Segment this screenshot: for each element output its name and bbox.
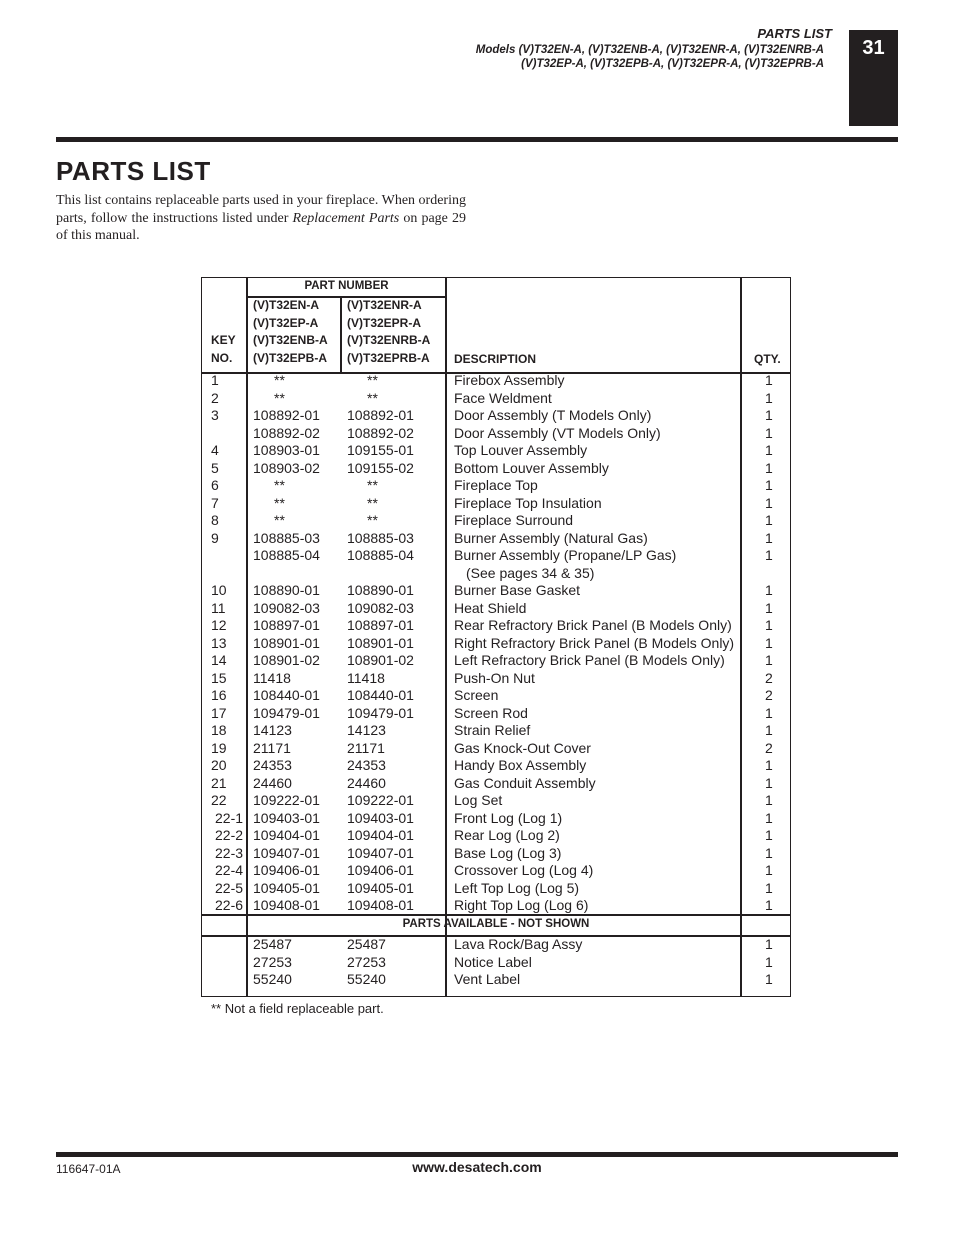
part-number-b: 108885-03: [347, 529, 414, 546]
key-number: 12: [211, 617, 227, 633]
part-quantity: 1: [765, 897, 773, 913]
part-description: Fireplace Top: [454, 477, 538, 493]
key-number: 22: [211, 792, 227, 808]
part-number-b: 24460: [347, 774, 386, 791]
part-quantity: 1: [765, 757, 773, 773]
key-number: 14: [211, 652, 227, 668]
part-quantity: 1: [765, 704, 773, 721]
part-number-b: 108901-01: [347, 634, 414, 651]
part-number-b: 14123: [347, 722, 386, 738]
model-b-3: (V)T32ENRB-A: [347, 333, 431, 347]
part-description: Push-On Nut: [454, 669, 535, 686]
part-quantity: 1: [765, 844, 773, 861]
part-number-b: 109155-02: [347, 459, 414, 476]
page-title: PARTS LIST: [56, 156, 211, 186]
part-number-b: 109408-01: [347, 897, 414, 913]
description-header: DESCRIPTION: [454, 352, 537, 366]
part-quantity: 2: [765, 669, 773, 686]
part-quantity: 1: [765, 599, 773, 616]
part-description: Screen Rod: [454, 704, 528, 721]
key-number: 7: [211, 494, 219, 511]
header-models: [476, 43, 824, 71]
grid-line: [246, 278, 248, 935]
part-description: Lava Rock/Bag Assy: [454, 936, 583, 952]
part-description: Rear Refractory Brick Panel (B Models Only): [454, 617, 732, 633]
part-number-a: 24460: [253, 774, 292, 791]
part-description: Door Assembly (VT Models Only): [454, 424, 661, 441]
key-number: 18: [211, 722, 227, 738]
part-number-a: 55240: [253, 971, 292, 987]
grid-line: [246, 935, 248, 996]
part-number-a: 108440-01: [253, 687, 320, 703]
part-number-b: 24353: [347, 757, 386, 773]
part-description: Bottom Louver Assembly: [454, 459, 609, 476]
grid-line: [740, 278, 742, 935]
part-description: Strain Relief: [454, 722, 531, 738]
intro-text-1: This list contains replaceable parts used in your fireplace. When ordering parts, follow the instructions listed under: [56, 193, 466, 226]
part-quantity: 1: [765, 372, 773, 388]
part-description: Log Set: [454, 792, 503, 808]
grid-line: [445, 935, 447, 996]
qty-header: QTY.: [754, 352, 781, 366]
key-number: 19: [211, 739, 227, 756]
part-number-b: 25487: [347, 936, 386, 952]
part-description: Left Top Log (Log 5): [454, 879, 580, 896]
part-number-b: 108440-01: [347, 687, 414, 703]
part-number-a: 24353: [253, 757, 292, 773]
key-number: 3: [211, 407, 219, 423]
part-number-b: 108892-01: [347, 407, 414, 423]
part-number-b: 108890-01: [347, 582, 414, 598]
key-header-line-2: NO.: [211, 350, 233, 365]
part-description: Rear Log (Log 2): [454, 827, 560, 843]
model-b-1: (V)T32ENR-A: [347, 298, 422, 312]
part-description: Front Log (Log 1): [454, 809, 563, 826]
grid-line: [340, 296, 342, 372]
part-quantity: 1: [765, 459, 773, 476]
part-number-a: 108885-03: [253, 529, 320, 546]
key-number: 15: [211, 669, 227, 686]
model-a-2: (V)T32EP-A: [253, 315, 319, 330]
part-number-b: **: [367, 512, 378, 528]
part-quantity: 2: [765, 739, 773, 756]
part-number-a: 11418: [253, 669, 291, 686]
key-number: 2: [211, 389, 219, 406]
part-quantity: 1: [765, 774, 773, 791]
part-description: Door Assembly (T Models Only): [454, 407, 652, 423]
part-number-b: 108885-04: [347, 547, 414, 563]
column-b-models: [347, 297, 430, 367]
part-description: Crossover Log (Log 4): [454, 862, 594, 878]
part-description: Handy Box Assembly: [454, 757, 587, 773]
part-number-b: 11418: [347, 669, 385, 686]
part-number-a: 109082-03: [253, 599, 320, 616]
grid-line: [740, 935, 742, 996]
part-description: Burner Assembly (Natural Gas): [454, 529, 648, 546]
part-description: Fireplace Surround: [454, 512, 574, 528]
part-number-a: 108901-01: [253, 634, 320, 651]
part-description: Burner Base Gasket: [454, 582, 581, 598]
key-number: 22-5: [215, 879, 244, 896]
header-models-line-2: (V)T32EP-A, (V)T32EPB-A, (V)T32EPR-A, (V)T32EPRB-A: [521, 58, 824, 70]
part-description: Vent Label: [454, 971, 521, 987]
part-number-b: 109405-01: [347, 879, 414, 896]
header-models-line-1: Models (V)T32EN-A, (V)T32ENB-A, (V)T32ENR-A, (V)T32ENRB-A: [475, 44, 824, 56]
parts-available-header: PARTS AVAILABLE - NOT SHOWN: [402, 918, 590, 930]
part-description: Burner Assembly (Propane/LP Gas): [454, 547, 677, 563]
key-number: 4: [211, 442, 219, 458]
part-number-b: **: [367, 494, 378, 511]
part-number-a: 109408-01: [253, 897, 320, 913]
part-description: Right Refractory Brick Panel (B Models Only): [454, 634, 735, 651]
key-number: 22-2: [215, 827, 244, 843]
key-number: 6: [211, 477, 219, 493]
intro-paragraph: [56, 192, 466, 245]
part-number-b: 109222-01: [347, 792, 414, 808]
part-quantity: 1: [765, 477, 773, 493]
key-number: 1: [211, 372, 219, 388]
part-number-b: **: [367, 477, 378, 493]
part-number-b: 27253: [347, 953, 386, 970]
part-number-b: 108901-02: [347, 652, 414, 668]
key-number: 8: [211, 512, 219, 528]
part-quantity: 1: [765, 512, 773, 528]
part-number-b: 109479-01: [347, 704, 414, 721]
part-number-a: **: [274, 372, 285, 388]
part-description: Gas Knock-Out Cover: [454, 739, 591, 756]
part-number-b: 21171: [347, 739, 385, 756]
key-number: 22-4: [215, 862, 244, 878]
grid-line: [445, 278, 447, 935]
part-number-a: 27253: [253, 953, 292, 970]
part-number-a: 109403-01: [253, 809, 320, 826]
key-number: 17: [211, 704, 227, 721]
key-number: 16: [211, 687, 227, 703]
key-header-line-1: KEY: [211, 333, 236, 347]
key-number: 5: [211, 459, 219, 476]
page-number-tab: [849, 30, 898, 126]
part-quantity: 1: [765, 971, 773, 987]
part-quantity: 1: [765, 936, 773, 952]
part-quantity: 1: [765, 634, 773, 651]
part-number-b: 109406-01: [347, 862, 414, 878]
part-number-b: 109407-01: [347, 844, 414, 861]
part-number-a: 25487: [253, 936, 292, 952]
footnote: ** Not a field replaceable part.: [211, 1001, 384, 1016]
part-number-b: 109404-01: [347, 827, 414, 843]
part-quantity: 1: [765, 792, 773, 808]
part-quantity: 1: [765, 722, 773, 738]
part-number-b: 109403-01: [347, 809, 414, 826]
part-quantity: 1: [765, 617, 773, 633]
part-number-a: **: [274, 512, 285, 528]
intro-text-2: on page 29 of this manual.: [56, 210, 466, 243]
part-number-b: 109155-01: [347, 442, 414, 458]
part-number-a: 108892-02: [253, 424, 320, 441]
part-description: Right Top Log (Log 6): [454, 897, 589, 913]
part-number-b: 108897-01: [347, 617, 414, 633]
header-section-label: PARTS LIST: [757, 26, 832, 41]
part-number-a: 109406-01: [253, 862, 320, 878]
part-quantity: 1: [765, 862, 773, 878]
key-number: 22-3: [215, 844, 244, 861]
part-description: Notice Label: [454, 953, 532, 970]
part-quantity: 1: [765, 407, 773, 423]
key-number: 13: [211, 634, 227, 651]
part-description: Fireplace Top Insulation: [454, 494, 602, 511]
part-quantity: 1: [765, 424, 773, 441]
part-description: Left Refractory Brick Panel (B Models Only): [454, 652, 725, 668]
header-rule: [56, 137, 898, 142]
part-number-b: 55240: [347, 971, 386, 987]
part-number-a: 108903-02: [253, 459, 320, 476]
part-number-a: 109404-01: [253, 827, 320, 843]
part-number-a: 109405-01: [253, 879, 320, 896]
part-quantity: 1: [765, 442, 773, 458]
part-description: Firebox Assembly: [454, 372, 565, 388]
part-description: Face Weldment: [454, 389, 552, 406]
footer-rule: [56, 1152, 898, 1157]
key-number: 11: [211, 599, 226, 616]
page-number: 31: [862, 37, 885, 59]
part-number-a: **: [274, 389, 285, 406]
part-quantity: 2: [765, 687, 773, 703]
parts-table: [201, 277, 791, 997]
website: www.desatech.com: [412, 1159, 542, 1175]
model-b-2: (V)T32EPR-A: [347, 315, 422, 330]
part-number-b: 109082-03: [347, 599, 414, 616]
part-quantity: 1: [765, 953, 773, 970]
part-number-header: PART NUMBER: [304, 280, 389, 292]
intro-text-italic: Replacement Parts: [292, 210, 400, 226]
part-description: Top Louver Assembly: [454, 442, 588, 458]
part-number-b: **: [367, 389, 378, 406]
part-quantity: 1: [765, 809, 773, 826]
part-quantity: 1: [765, 652, 773, 668]
part-quantity: 1: [765, 529, 773, 546]
part-quantity: 1: [765, 547, 773, 563]
part-number-a: 108897-01: [253, 617, 320, 633]
part-number-a: 14123: [253, 722, 292, 738]
part-number-a: **: [274, 477, 285, 493]
part-number-a: 109222-01: [253, 792, 320, 808]
part-number-a: 109407-01: [253, 844, 320, 861]
part-quantity: 1: [765, 582, 773, 598]
part-description: (See pages 34 & 35): [466, 564, 595, 581]
part-quantity: 1: [765, 494, 773, 511]
part-number-a: 109479-01: [253, 704, 320, 721]
column-a-models: [253, 297, 328, 367]
part-description: Gas Conduit Assembly: [454, 774, 596, 791]
part-quantity: 1: [765, 389, 773, 406]
part-number-b: 108892-02: [347, 424, 414, 441]
part-description: Screen: [454, 687, 499, 703]
part-quantity: 1: [765, 827, 773, 843]
key-number: 22-6: [215, 897, 244, 913]
key-number: 9: [211, 529, 219, 546]
part-number-a: 108890-01: [253, 582, 320, 598]
key-number: 20: [211, 757, 227, 773]
model-a-3: (V)T32ENB-A: [253, 333, 328, 347]
part-description: Base Log (Log 3): [454, 844, 562, 861]
part-number-a: 108885-04: [253, 547, 320, 563]
part-number-a: **: [274, 494, 285, 511]
document-number: 116647-01A: [56, 1162, 121, 1176]
key-number: 22-1: [215, 809, 244, 826]
part-number-b: **: [367, 372, 378, 388]
model-a-4: (V)T32EPB-A: [253, 350, 328, 365]
part-number-a: 108892-01: [253, 407, 320, 423]
part-number-a: 21171: [253, 739, 291, 756]
part-number-a: 108901-02: [253, 652, 320, 668]
part-description: Heat Shield: [454, 599, 527, 616]
part-number-a: 108903-01: [253, 442, 320, 458]
key-number: 10: [211, 582, 227, 598]
model-b-4: (V)T32EPRB-A: [347, 350, 430, 365]
model-a-1: (V)T32EN-A: [253, 298, 320, 312]
key-header: [211, 332, 236, 367]
part-quantity: 1: [765, 879, 773, 896]
key-number: 21: [211, 774, 227, 791]
